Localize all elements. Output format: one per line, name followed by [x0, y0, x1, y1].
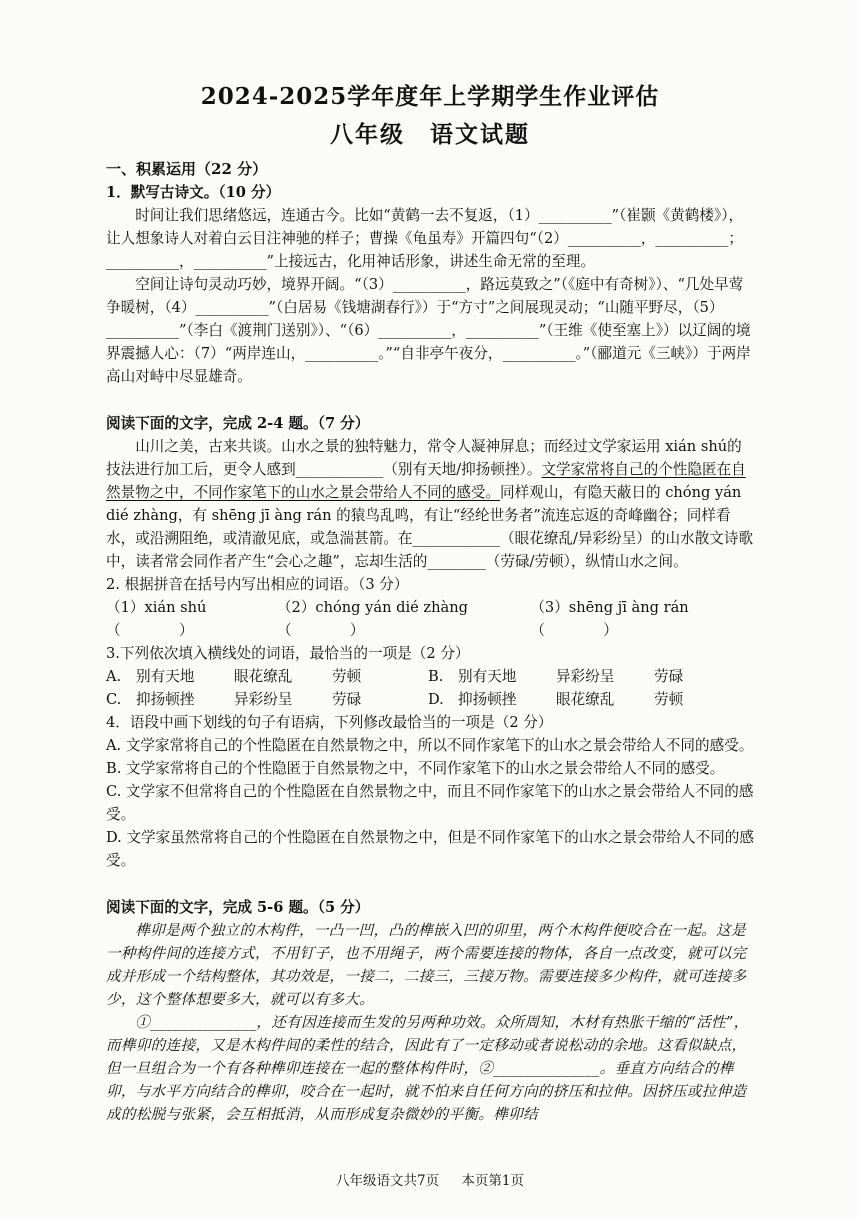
reading-1-passage: [106, 435, 754, 573]
question-2-pinyin-row: [106, 596, 754, 642]
question-1-heading: 1．默写古诗文。（10 分）: [106, 184, 281, 201]
footer-total-pages: 八年级语文共7页: [336, 1173, 440, 1189]
option-d: D. 抑扬顿挫 眼花缭乱 劳顿: [428, 691, 684, 708]
reading-1-heading: 阅读下面的文字，完成 2-4 题。（7 分）: [106, 415, 370, 432]
question-4-option-b: B. 文学家常将自己的个性隐匿于自然景物之中，不同作家笔下的山水之景会带给人不同的感受。: [106, 760, 725, 777]
pinyin-item-1: （1）xián shú（ ）: [106, 599, 207, 639]
question-1-paragraph-2: 空间让诗句灵动巧妙，境界开阔。“（3）__________，路远莫致之”（《庭中有奇树》）、“几处早莺争暖树，（4）__________”（白居易《钱塘湖春行》）于“方寸”之间展现灵动；“山随平野尽，（5）__________”（李白《渡荆门送别》）、“（6）__________，__________”（王维《使至塞上》）以辽阔的境界震撼人心：（7）“两岸连山，__________。”“自非亭午夜分，__________。”（郦道元《三峡》）于两岸高山对峙中尽显雄奇。: [106, 276, 751, 385]
underlined-sentence: 文学家常将自己的个性隐匿在自然景物之中，不同作家笔下的山水之景会带给人不同的感受。: [106, 461, 746, 501]
question-1-paragraph-1: 时间让我们思绪悠远，连通古今。比如“黄鹤一去不复返，（1）__________”（崔颢《黄鹤楼》），让人想象诗人对着白云目注神驰的样子；曹操《龟虽寿》开篇四句“（2）__________，__________；__________，__________”上接远古，化用神话形象，讲述生命无常的至理。: [106, 207, 744, 270]
pinyin-item-3: （3）shēng jī àng rán（ ）: [530, 599, 689, 639]
reading-2-paragraph-2: ①______________，还有因连接而生发的另两种功效。众所周知，木材有热胀干缩的“活性”，而榫卯的连接，又是木构件间的柔性的结合，因此有了一定移动或者说松动的余地。这看似缺点，但一旦组合为一个有各种榫卯连接在一起的整体构件时，②______________。垂直方向结合的榫卯，与水平方向结合的榫卯，咬合在一起时，就不怕来自任何方向的挤压和拉伸。因挤压或拉伸造成的松脱与张紧，会互相抵消，从而形成复杂微妙的平衡。榫卯结: [106, 1014, 749, 1123]
question-4-option-d: D. 文学家虽然常将自己的个性隐匿在自然景物之中，但是不同作家笔下的山水之景会带给人不同的感受。: [106, 829, 754, 869]
page-subtitle: 八年级 语文试题: [330, 121, 530, 148]
option-c: C. 抑扬顿挫 异彩纷呈 劳碌: [106, 691, 362, 708]
option-a: A. 别有天地 眼花缭乱 劳顿: [106, 668, 362, 685]
exam-content: [106, 158, 754, 1126]
question-4-option-c: C. 文学家不但常将自己的个性隐匿在自然景物之中，而且不同作家笔下的山水之景会带给人不同的感受。: [106, 783, 754, 823]
passage-text-after: 同样观山，有隐天蔽日的 chóng yán dié zhàng，有 shēng jī àng rán 的猿鸟乱鸣，有让“经纶世务者”流连忘返的奇峰幽谷；同样看水，或沿溯阻绝，或清澈见底，或急湍甚箭。在____________（眼花缭乱/异彩纷呈）的山水散文诗歌中，读者常会同作者产生“会心之趣”，忘却生活的________（劳碌/劳顿），纵情山水之间。: [106, 484, 754, 570]
question-3: 3.下列依次填入横线处的词语，最恰当的一项是（2 分）: [106, 645, 470, 662]
passage-text-before: 山川之美，古来共谈。山水之景的独特魅力，常令人凝神屏息；而经过文学家运用 xián shú的技法进行加工后，更令人感到____________（别有天地/抑扬顿挫）。: [106, 438, 742, 478]
option-b: B. 别有天地 异彩纷呈 劳碌: [428, 668, 684, 685]
question-4-option-a: A. 文学家常将自己的个性隐匿在自然景物之中，所以不同作家笔下的山水之景会带给人不同的感受。: [106, 737, 754, 754]
question-2: 2. 根据拼音在括号内写出相应的词语。（3 分）: [106, 576, 409, 593]
reading-2-heading: 阅读下面的文字，完成 5-6 题。（5 分）: [106, 899, 370, 916]
section-heading: 一、积累运用（22 分）: [106, 160, 268, 178]
pinyin-item-2: （2）chóng yán dié zhàng（ ）: [276, 599, 468, 639]
reading-2-paragraph-1: 榫卯是两个独立的木构件，一凸一凹，凸的榫嵌入凹的卯里，两个木构件便咬合在一起。这是一种构件间的连接方式，不用钉子，也不用绳子，两个需要连接的物体，各自一点改变，就可以完成并形成一个结构整体，其功效是，一接二，二接三，三接万物。需要连接多少构件，就可连接多少，这个整体想要多大，就可以有多大。: [106, 922, 747, 1008]
page-title: 2024-2025学年度年上学期学生作业评估: [200, 83, 660, 110]
footer-page-number: 本页第1页: [461, 1173, 524, 1189]
page-footer: [0, 1169, 860, 1189]
question-4: 4．语段中画下划线的句子有语病，下列修改最恰当的一项是（2 分）: [106, 714, 553, 731]
question-3-options-row-1: [106, 665, 754, 688]
question-3-options-row-2: [106, 688, 754, 711]
